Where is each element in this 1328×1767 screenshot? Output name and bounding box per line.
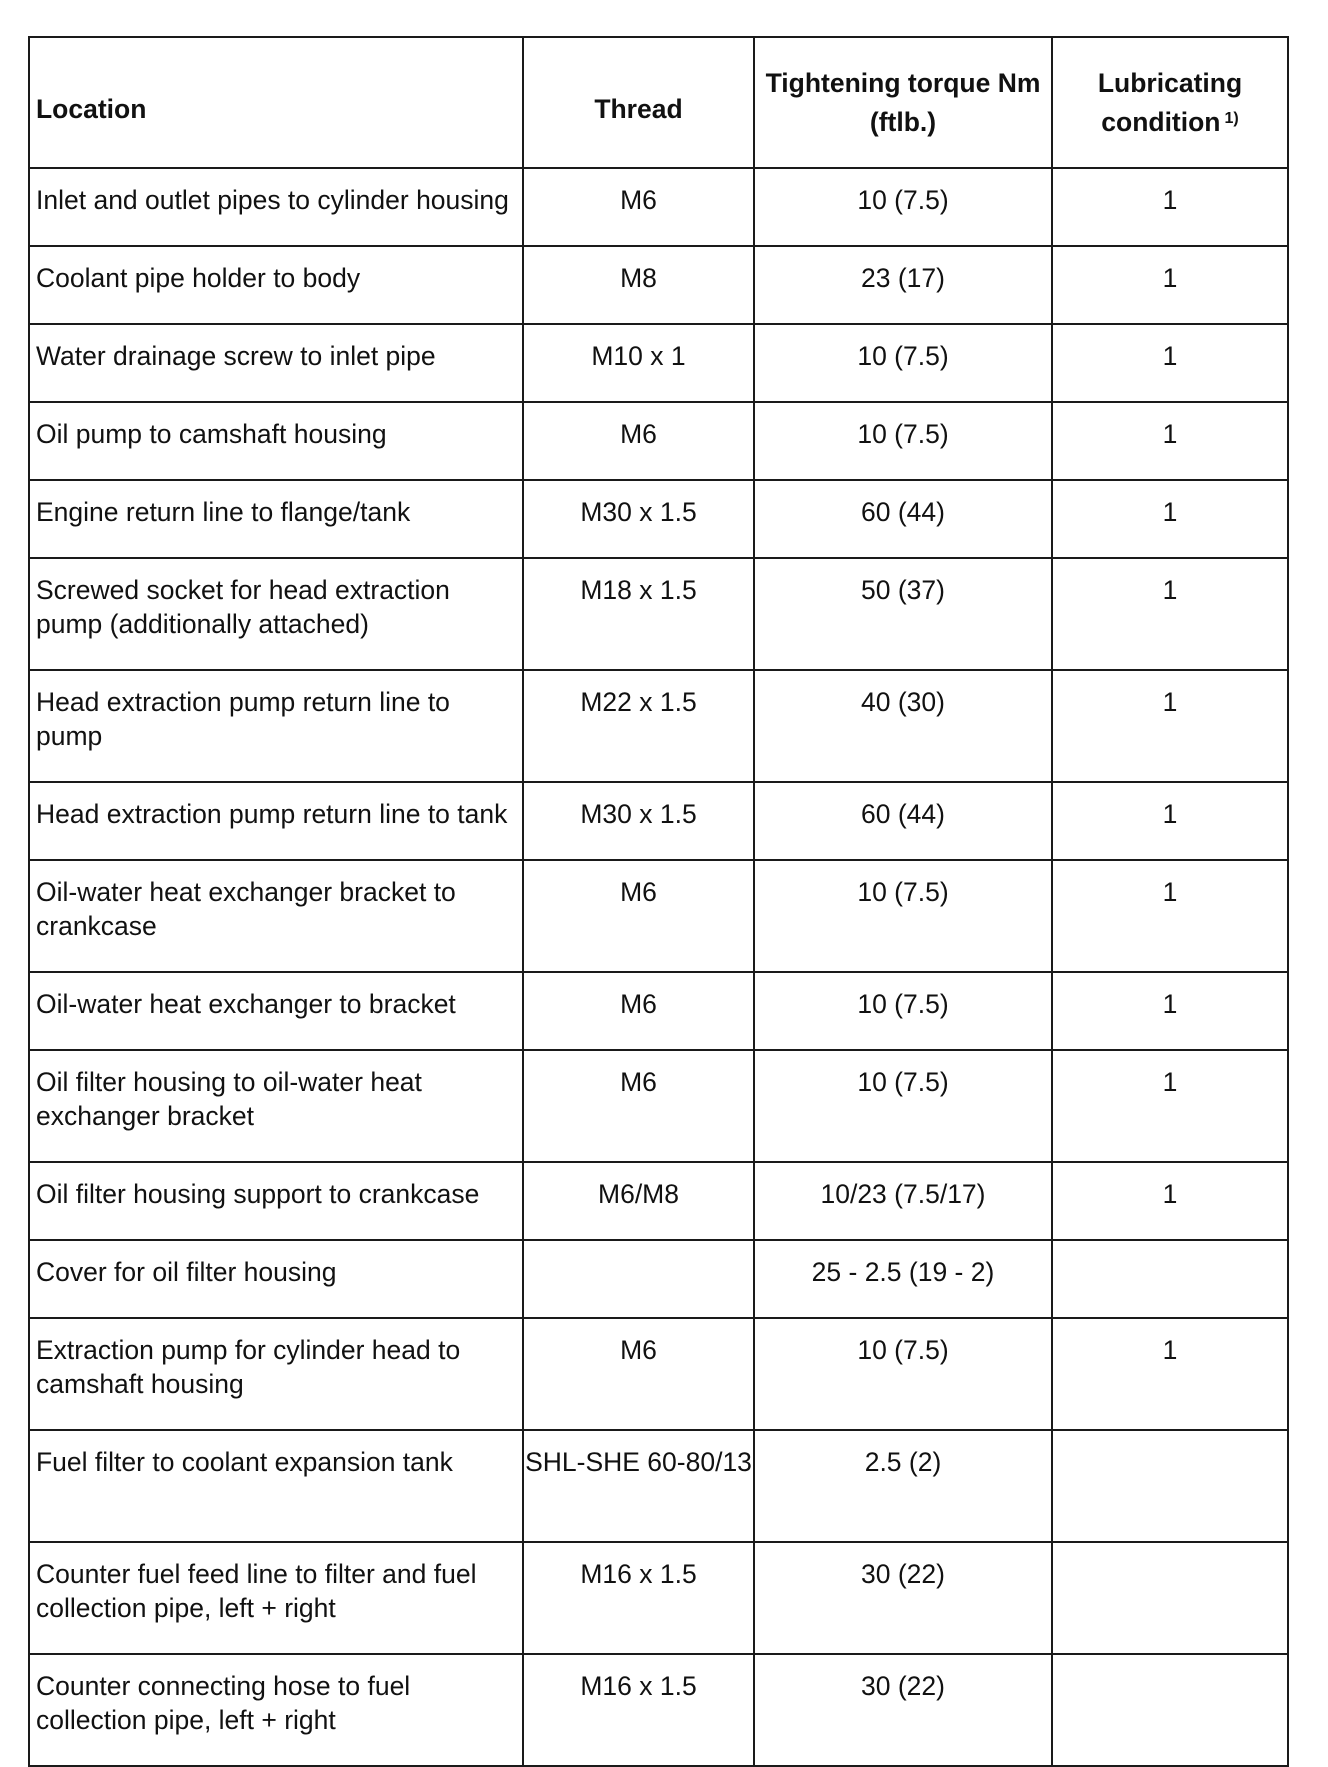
cell-lubricating: 1: [1052, 782, 1288, 860]
cell-thread: M6/M8: [523, 1162, 754, 1240]
header-row: [29, 37, 1288, 168]
cell-torque: 23 (17): [754, 246, 1052, 324]
table-header: [29, 37, 1288, 168]
cell-thread: M18 x 1.5: [523, 558, 754, 670]
cell-lubricating: 1: [1052, 1162, 1288, 1240]
cell-location: Oil-water heat exchanger bracket to crankcase: [29, 860, 523, 972]
table-row: [29, 860, 1288, 972]
cell-lubricating: 1: [1052, 246, 1288, 324]
cell-lubricating: [1052, 1542, 1288, 1654]
cell-torque: 50 (37): [754, 558, 1052, 670]
header-location: Location: [29, 37, 523, 168]
cell-torque: 10 (7.5): [754, 972, 1052, 1050]
cell-location: Counter fuel feed line to filter and fuel collection pipe, left + right: [29, 1542, 523, 1654]
table-row: [29, 324, 1288, 402]
table-body: [29, 168, 1288, 1766]
cell-thread: M30 x 1.5: [523, 480, 754, 558]
table-row: [29, 1430, 1288, 1542]
cell-location: Cover for oil filter housing: [29, 1240, 523, 1318]
cell-lubricating: 1: [1052, 1050, 1288, 1162]
cell-location: Oil filter housing to oil-water heat exchanger bracket: [29, 1050, 523, 1162]
cell-torque: 10 (7.5): [754, 1050, 1052, 1162]
table-row: [29, 1162, 1288, 1240]
cell-torque: 30 (22): [754, 1542, 1052, 1654]
cell-torque: 30 (22): [754, 1654, 1052, 1766]
cell-thread: M6: [523, 1318, 754, 1430]
cell-location: Oil-water heat exchanger to bracket: [29, 972, 523, 1050]
cell-torque: 10 (7.5): [754, 860, 1052, 972]
cell-thread: M16 x 1.5: [523, 1654, 754, 1766]
cell-location: Screwed socket for head extraction pump (additionally attached): [29, 558, 523, 670]
cell-location: Fuel filter to coolant expansion tank: [29, 1430, 523, 1542]
cell-location: Coolant pipe holder to body: [29, 246, 523, 324]
cell-torque: 10 (7.5): [754, 402, 1052, 480]
header-torque: Tightening torque Nm (ftlb.): [754, 37, 1052, 168]
table-row: [29, 246, 1288, 324]
cell-lubricating: [1052, 1240, 1288, 1318]
header-lubricating-label: Lubricating condition: [1097, 67, 1243, 137]
cell-thread: SHL-SHE 60-80/13: [523, 1430, 754, 1542]
table-row: [29, 1654, 1288, 1766]
cell-location: Oil pump to camshaft housing: [29, 402, 523, 480]
footnote-marker: 1): [1224, 109, 1239, 127]
table-row: [29, 1240, 1288, 1318]
cell-thread: [523, 1240, 754, 1318]
table-row: [29, 558, 1288, 670]
cell-lubricating: 1: [1052, 558, 1288, 670]
cell-thread: M30 x 1.5: [523, 782, 754, 860]
cell-torque: 25 - 2.5 (19 - 2): [754, 1240, 1052, 1318]
header-lubricating-condition: [1052, 37, 1288, 168]
torque-specification-table: [28, 36, 1289, 1767]
cell-location: Engine return line to flange/tank: [29, 480, 523, 558]
cell-lubricating: [1052, 1430, 1288, 1542]
table-row: [29, 402, 1288, 480]
cell-torque: 10 (7.5): [754, 324, 1052, 402]
cell-lubricating: 1: [1052, 402, 1288, 480]
cell-location: Head extraction pump return line to tank: [29, 782, 523, 860]
cell-lubricating: 1: [1052, 480, 1288, 558]
cell-thread: M22 x 1.5: [523, 670, 754, 782]
cell-lubricating: 1: [1052, 1318, 1288, 1430]
cell-location: Water drainage screw to inlet pipe: [29, 324, 523, 402]
table-row: [29, 1050, 1288, 1162]
cell-location: Inlet and outlet pipes to cylinder housing: [29, 168, 523, 246]
cell-lubricating: 1: [1052, 860, 1288, 972]
table-row: [29, 670, 1288, 782]
cell-torque: 10 (7.5): [754, 168, 1052, 246]
cell-torque: 10 (7.5): [754, 1318, 1052, 1430]
cell-thread: M6: [523, 972, 754, 1050]
header-thread: Thread: [523, 37, 754, 168]
cell-torque: 40 (30): [754, 670, 1052, 782]
cell-torque: 10/23 (7.5/17): [754, 1162, 1052, 1240]
table-row: [29, 1542, 1288, 1654]
cell-lubricating: 1: [1052, 324, 1288, 402]
cell-location: Counter connecting hose to fuel collection pipe, left + right: [29, 1654, 523, 1766]
cell-thread: M8: [523, 246, 754, 324]
cell-torque: 2.5 (2): [754, 1430, 1052, 1542]
cell-torque: 60 (44): [754, 782, 1052, 860]
cell-lubricating: 1: [1052, 670, 1288, 782]
table-row: [29, 480, 1288, 558]
table-row: [29, 972, 1288, 1050]
table-row: [29, 168, 1288, 246]
table-row: [29, 1318, 1288, 1430]
cell-lubricating: [1052, 1654, 1288, 1766]
cell-thread: M6: [523, 402, 754, 480]
table-row: [29, 782, 1288, 860]
cell-torque: 60 (44): [754, 480, 1052, 558]
cell-location: Head extraction pump return line to pump: [29, 670, 523, 782]
cell-thread: M16 x 1.5: [523, 1542, 754, 1654]
cell-location: Extraction pump for cylinder head to camshaft housing: [29, 1318, 523, 1430]
cell-thread: M10 x 1: [523, 324, 754, 402]
cell-location: Oil filter housing support to crankcase: [29, 1162, 523, 1240]
cell-thread: M6: [523, 860, 754, 972]
cell-thread: M6: [523, 1050, 754, 1162]
cell-lubricating: 1: [1052, 972, 1288, 1050]
cell-thread: M6: [523, 168, 754, 246]
cell-lubricating: 1: [1052, 168, 1288, 246]
